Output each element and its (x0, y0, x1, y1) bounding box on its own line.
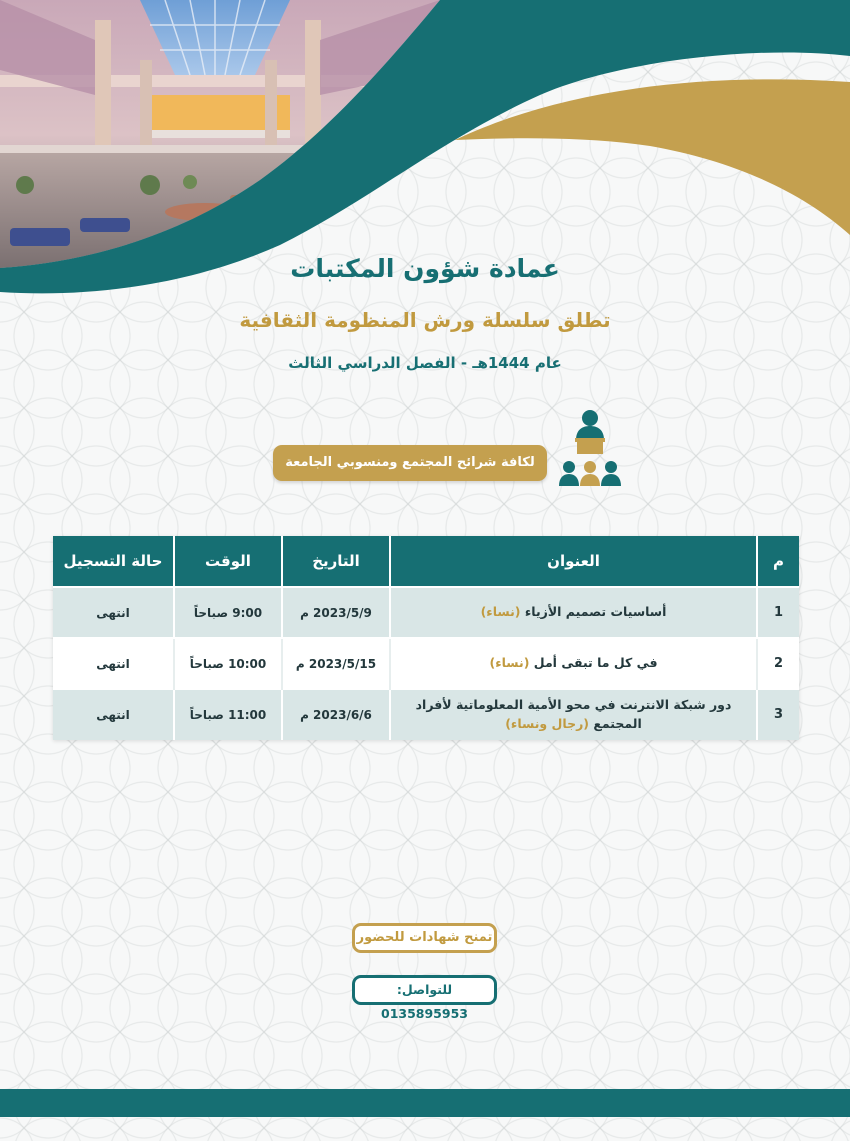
table-row (53, 587, 799, 638)
audience-presenter-icon (558, 408, 622, 488)
row-date: 2023/6/6 م (282, 689, 390, 740)
workshop-schedule-table (53, 536, 799, 740)
header-status: حالة التسجيل (53, 536, 174, 587)
contact-badge: للتواصل: 0135895953 (352, 975, 497, 1005)
workshop-title: أساسيات تصميم الأزياء (524, 604, 667, 620)
row-num: 3 (757, 689, 799, 740)
certificates-badge: تمنح شهادات للحضور (352, 923, 497, 953)
table-row (53, 638, 799, 689)
row-num: 1 (757, 587, 799, 638)
row-status: انتهى (53, 638, 174, 689)
audience-badge: لكافة شرائح المجتمع ومنسوبي الجامعة (273, 445, 547, 481)
header-time: الوقت (174, 536, 282, 587)
page-title: عمادة شؤون المكتبات (290, 254, 560, 283)
row-title (390, 587, 757, 638)
row-num: 2 (757, 638, 799, 689)
workshop-audience: (نساء) (489, 655, 530, 671)
table-header-row (53, 536, 799, 587)
row-date: 2023/5/9 م (282, 587, 390, 638)
workshop-title: في كل ما تبقى أمل (533, 655, 658, 671)
header-num: م (757, 536, 799, 587)
academic-term: عام 1444هـ - الفصل الدراسي الثالث (288, 354, 562, 372)
header-title: العنوان (390, 536, 757, 587)
row-time: 9:00 صباحاً (174, 587, 282, 638)
footer-bar (0, 1089, 850, 1117)
row-title (390, 689, 757, 740)
row-status: انتهى (53, 587, 174, 638)
row-time: 11:00 صباحاً (174, 689, 282, 740)
row-time: 10:00 صباحاً (174, 638, 282, 689)
workshop-audience: (رجال ونساء) (505, 716, 590, 731)
page-subtitle: تطلق سلسلة ورش المنظومة الثقافية (239, 308, 611, 332)
workshop-title: دور شبكة الانترنت في محو الأمية المعلوماتية لأفراد المجتمع (415, 697, 732, 731)
workshop-audience: (نساء) (480, 604, 521, 620)
header-date: التاريخ (282, 536, 390, 587)
table-row (53, 689, 799, 740)
row-title (390, 638, 757, 689)
row-date: 2023/5/15 م (282, 638, 390, 689)
row-status: انتهى (53, 689, 174, 740)
